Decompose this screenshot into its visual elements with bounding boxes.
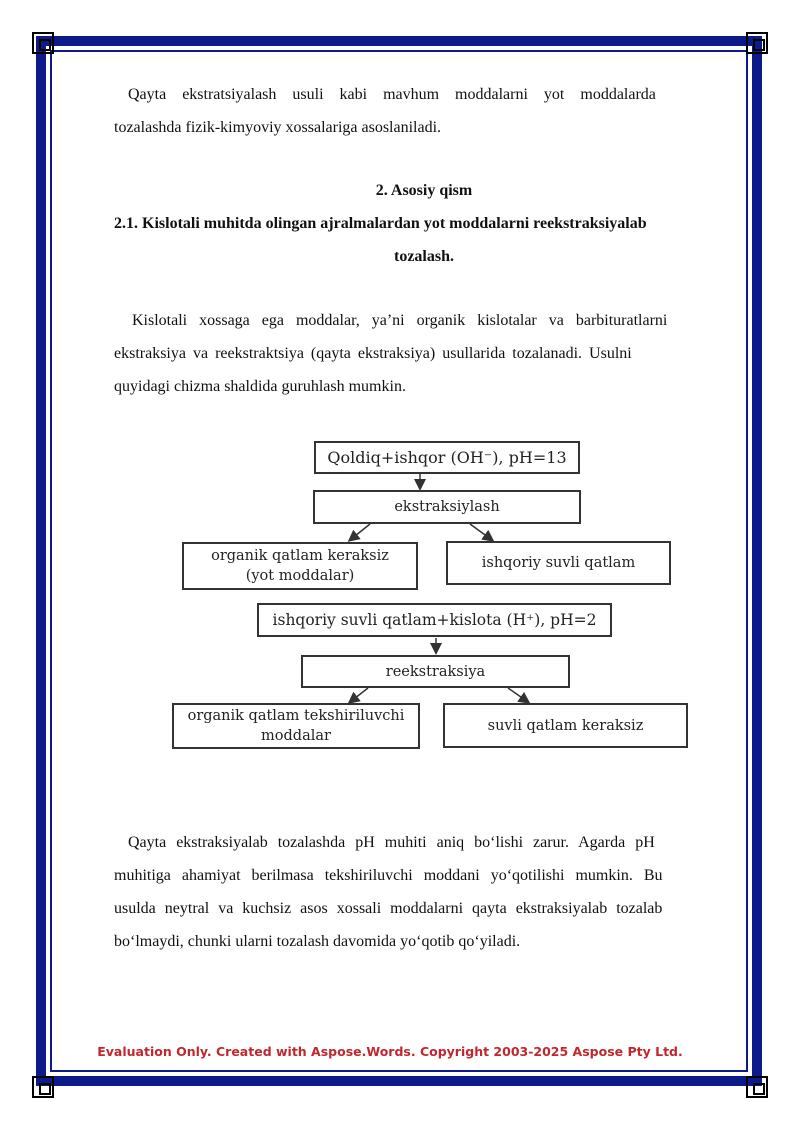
flowchart-step-residue-alkali: Qoldiq+ishqor (OH⁻), pH=13 bbox=[314, 441, 580, 474]
box-line: organik qatlam keraksiz bbox=[211, 548, 389, 564]
arrow-right bbox=[470, 524, 492, 540]
text-line: bo‘lmaydi, chunki ularni tozalash davomida yo‘qotib qo‘yiladi. bbox=[114, 933, 521, 950]
flowchart-step-organic-layer-analyte bbox=[172, 703, 420, 749]
subsection-title-continued: tozalash. bbox=[394, 248, 454, 265]
flowchart-step-extraction: ekstraksiylash bbox=[313, 490, 581, 524]
text-line: usulda neytral va kuchsiz asos xossali moddalarni qayta ekstraksiyalab tozalab bbox=[114, 900, 663, 917]
flowchart-step-organic-layer-waste bbox=[182, 542, 418, 590]
text-line: Qayta ekstratsiyalash usuli kabi mavhum moddalarni yot moddalarda bbox=[128, 86, 656, 103]
arrow-left bbox=[350, 524, 370, 540]
box-line: moddalar bbox=[261, 728, 331, 744]
text-line: Kislotali xossaga ega moddalar, ya’ni organik kislotalar va barbituratlarni bbox=[132, 312, 668, 329]
flowchart-step-alkaline-aqueous-layer: ishqoriy suvli qatlam bbox=[446, 541, 671, 585]
flowchart-step-aqueous-layer-waste: suvli qatlam keraksiz bbox=[443, 703, 688, 748]
text-line: ekstraksiya va reekstraktsiya (qayta ekstraksiya) usullarida tozalanadi. Usulni bbox=[114, 345, 632, 362]
evaluation-watermark: Evaluation Only. Created with Aspose.Words. Copyright 2003-2025 Aspose Pty Ltd. bbox=[97, 1044, 683, 1059]
subsection-title: 2.1. Kislotali muhitda olingan ajralmalardan yot moddalarni reekstraksiyalab bbox=[114, 215, 647, 232]
text-line: Qayta ekstraksiyalab tozalashda pH muhiti aniq bo‘lishi zarur. Agarda pH bbox=[128, 834, 655, 851]
text-line: tozalashda fizik-kimyoviy xossalariga asoslaniladi. bbox=[114, 119, 442, 136]
flowchart-step-acidification: ishqoriy suvli qatlam+kislota (H⁺), pH=2 bbox=[257, 603, 612, 637]
text-line: muhitiga ahamiyat berilmasa tekshiriluvchi moddani yo‘qotilishi mumkin. Bu bbox=[114, 867, 663, 884]
box-line: organik qatlam tekshiriluvchi bbox=[187, 708, 405, 724]
text-line: quyidagi chizma shaldida guruhlash mumkin. bbox=[114, 378, 406, 395]
section-title: 2. Asosiy qism bbox=[375, 182, 473, 199]
box-line: (yot moddalar) bbox=[245, 568, 355, 584]
flowchart-step-reextraction: reekstraksiya bbox=[301, 655, 570, 688]
arrow-left bbox=[350, 688, 368, 702]
arrow-right bbox=[508, 688, 528, 702]
